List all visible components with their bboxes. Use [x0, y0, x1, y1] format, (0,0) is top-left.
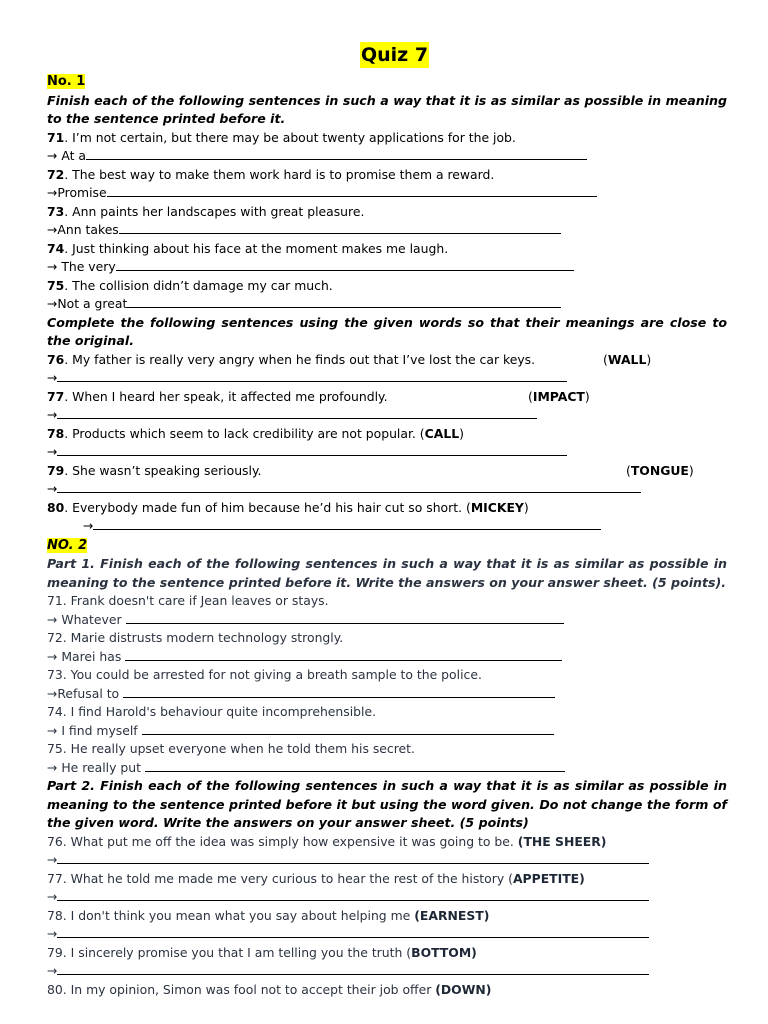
answer-prompt: →Ann takes [47, 222, 119, 237]
item-number: 78 [47, 425, 65, 441]
item-sentence: Products which seem to lack credibility are not popular. [68, 425, 420, 441]
item-sentence: 71. Frank doesn't care if Jean leaves or stays. [47, 593, 329, 608]
answer-prompt: → [47, 407, 58, 422]
answer-prompt: → Whatever [47, 611, 126, 627]
s2-p1-item-74 [47, 703, 727, 740]
quiz-page [47, 42, 727, 999]
item-number: 76 [47, 351, 65, 367]
item-sentence: Just thinking about his face at the moment makes me laugh. [68, 240, 449, 256]
s1-item-75: 75. The collision didn’t damage my car much. →Not a great [47, 277, 727, 314]
answer-blank[interactable] [57, 480, 641, 493]
keyword-the-sheer: (THE SHEER) [517, 833, 607, 849]
answer-prompt: → [47, 963, 58, 978]
answer-blank[interactable] [57, 443, 567, 456]
item-number: 80 [47, 499, 65, 515]
answer-prompt: → Marei has [47, 648, 126, 664]
answer-prompt: → At a [47, 148, 86, 163]
answer-prompt: → I find myself [47, 722, 142, 738]
answer-blank[interactable] [57, 888, 649, 901]
answer-blank[interactable] [93, 517, 601, 530]
s1-item-72: 72. The best way to make them work hard is to promise them a reward. →Promise [47, 166, 727, 203]
s1-item-71: 71. I’m not certain, but there may be about twenty applications for the job. → At a [47, 129, 727, 166]
answer-prompt: → [47, 889, 58, 904]
item-sentence: Ann paints her landscapes with great pleasure. [68, 203, 365, 219]
item-sentence: 76. What put me off the idea was simply how expensive it was going to be. [47, 833, 518, 849]
keyword-mickey: (MICKEY) [465, 499, 529, 515]
section-1 [47, 72, 727, 536]
answer-prompt: → [47, 370, 58, 385]
answer-blank[interactable] [127, 295, 561, 308]
item-number: 73 [47, 203, 65, 219]
keyword-wall: (WALL) [603, 351, 652, 367]
item-number: 77 [47, 388, 65, 404]
s2-p2-item-79 [47, 944, 727, 981]
s2-p1-item-73 [47, 666, 727, 703]
answer-blank[interactable] [142, 722, 554, 735]
s1-item-79: 79. She wasn’t speaking seriously. (TONGUE) → [47, 462, 694, 496]
item-sentence: She wasn’t speaking seriously. [68, 462, 262, 478]
item-sentence: 79. I sincerely promise you that I am telling you the truth ( [47, 944, 412, 960]
s2-p1-item-71 [47, 592, 727, 629]
item-sentence: My father is really very angry when he finds out that I’ve lost the car keys. [68, 351, 536, 367]
s2-p1-item-72 [47, 629, 727, 666]
answer-prompt: → [47, 926, 58, 941]
part-2-instruction: Part 2. Finish each of the following sentences in such a way that it is as similar as possible in meaning to the sentence printed before it but using the word given. Do not change the form of the given word. Write the answers on your answer sheet. (5 points) [47, 778, 727, 830]
answer-prompt: → [47, 481, 58, 496]
item-sentence: 73. You could be arrested for not giving a breath sample to the police. [47, 667, 482, 682]
answer-prompt: →Not a great [47, 296, 128, 311]
item-sentence: The collision didn’t damage my car much. [68, 277, 333, 293]
item-sentence: When I heard her speak, it affected me profoundly. [68, 388, 388, 404]
answer-blank[interactable] [126, 611, 564, 624]
answer-blank[interactable] [116, 258, 574, 271]
s2-p1-item-75 [47, 740, 727, 777]
answer-blank[interactable] [107, 184, 597, 197]
s1-item-74: 74. Just thinking about his face at the moment makes me laugh. → The very [47, 240, 727, 277]
s1-item-80: 80. Everybody made fun of him because he’d his hair cut so short. (MICKEY) → [47, 499, 727, 536]
item-sentence: 74. I find Harold's behaviour quite incomprehensible. [47, 704, 377, 719]
part-1-instruction: Part 1. Finish each of the following sentences in such a way that it is as similar as possible in meaning to the sentence printed before it. Write the answers on your answer sheet. (5 points). [47, 556, 727, 590]
item-sentence: I’m not certain, but there may be about twenty applications for the job. [68, 129, 516, 145]
answer-prompt: → [47, 852, 58, 867]
answer-blank[interactable] [57, 406, 537, 419]
answer-blank[interactable] [57, 369, 567, 382]
s2-p2-item-80 [47, 981, 727, 1000]
section-2-label: NO. 2 [47, 537, 88, 553]
answer-prompt: → The very [47, 259, 116, 274]
keyword-impact: (IMPACT) [528, 388, 590, 404]
keyword-bottom: BOTTOM) [411, 944, 477, 960]
answer-blank[interactable] [125, 648, 562, 661]
section-2 [47, 536, 727, 1000]
item-number: 75 [47, 277, 65, 293]
s2-p2-item-77 [47, 870, 727, 907]
answer-blank[interactable] [57, 925, 649, 938]
answer-prompt: → [83, 518, 94, 533]
section-1-instruction: Finish each of the following sentences in such a way that it is as similar as possible in meaning to the sentence printed before it. [47, 92, 727, 126]
answer-blank[interactable] [119, 221, 561, 234]
keyword-down: (DOWN) [435, 981, 492, 997]
title-container [62, 42, 727, 68]
item-sentence: Everybody made fun of him because he’d his hair cut so short. [68, 499, 466, 515]
section-1-instruction-2: Complete the following sentences using the given words so that their meanings are close to the original. [47, 314, 727, 348]
section-1-label: No. 1 [47, 74, 86, 89]
keyword-earnest: (EARNEST) [414, 907, 490, 923]
item-sentence: The best way to make them work hard is to promise them a reward. [68, 166, 495, 182]
s2-p2-item-78 [47, 907, 727, 944]
answer-blank[interactable] [57, 851, 649, 864]
page-title: Quiz 7 [360, 44, 429, 66]
answer-prompt: → [47, 444, 58, 459]
answer-blank[interactable] [57, 962, 649, 975]
answer-blank[interactable] [86, 147, 587, 160]
item-number: 72 [47, 166, 65, 182]
item-sentence: 78. I don't think you mean what you say about helping me [47, 907, 415, 923]
s1-item-73: 73. Ann paints her landscapes with great pleasure. →Ann takes [47, 203, 727, 240]
keyword-call: (CALL) [419, 425, 464, 441]
answer-prompt: →Refusal to [47, 685, 124, 701]
item-sentence: 75. He really upset everyone when he told them his secret. [47, 741, 415, 756]
item-sentence: 72. Marie distrusts modern technology strongly. [47, 630, 344, 645]
s1-item-77: 77. When I heard her speak, it affected me profoundly. (IMPACT) → [47, 388, 590, 422]
keyword-tongue: (TONGUE) [626, 462, 694, 478]
item-number: 79 [47, 462, 65, 478]
s2-p2-item-76 [47, 833, 727, 870]
item-number: 74 [47, 240, 65, 256]
keyword-appetite: APPETITE) [512, 870, 585, 886]
item-number: 71 [47, 129, 65, 145]
s1-item-78: 78. Products which seem to lack credibility are not popular. (CALL) → [47, 425, 727, 462]
item-sentence: 77. What he told me made me very curious to hear the rest of the history ( [47, 870, 513, 886]
s1-item-76: 76. My father is really very angry when he finds out that I’ve lost the car keys. (WALL) → [47, 351, 652, 385]
answer-prompt: →Promise [47, 185, 107, 200]
answer-blank[interactable] [145, 759, 565, 772]
item-sentence: 80. In my opinion, Simon was fool not to accept their job offer [47, 981, 436, 997]
answer-blank[interactable] [123, 685, 555, 698]
answer-prompt: → He really put [47, 759, 145, 775]
